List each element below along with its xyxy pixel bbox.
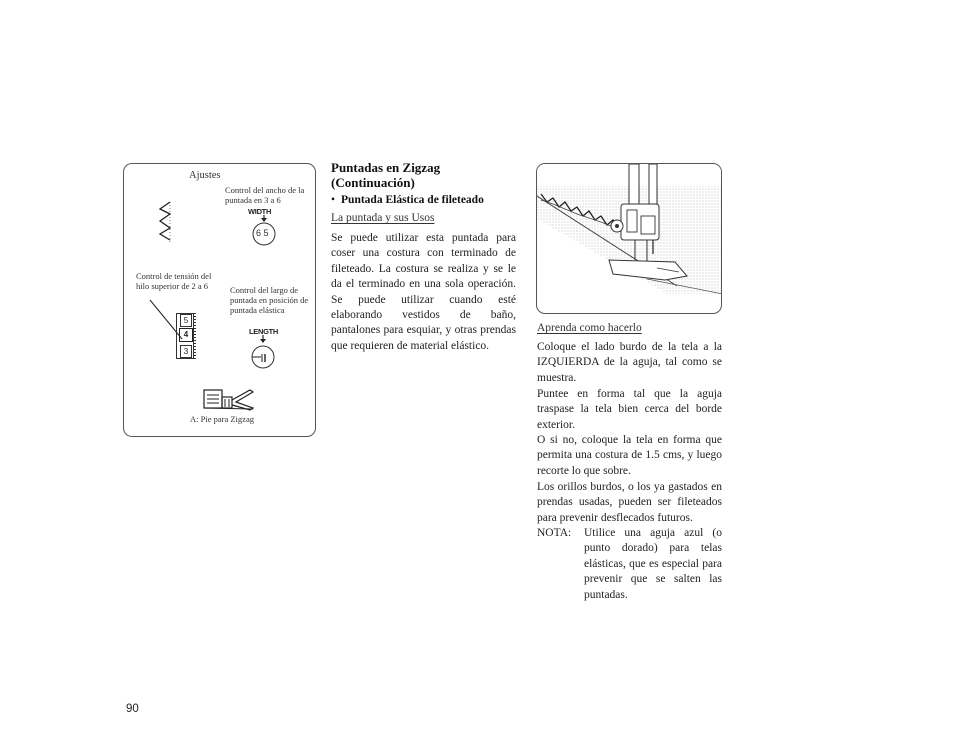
width-dial-value: 6 5	[256, 228, 269, 238]
sewing-machine-foot-illustration	[537, 164, 722, 314]
tension-control-label: Control de tensión del hilo superior de 2 a 6	[136, 271, 212, 291]
presser-foot-label: A: Pie para Zigzag	[190, 414, 254, 424]
title-line-1: Puntadas en Zigzag	[331, 160, 441, 175]
zigzag-stitch-icon	[156, 200, 176, 244]
settings-heading: Ajustes	[189, 170, 221, 181]
subtitle	[331, 194, 484, 206]
section-howto-heading: Aprenda como hacerlo	[537, 322, 642, 334]
howto-paragraph-3: O si no, coloque la tela en forma que permita una costura de 1.5 cms, y luego recorte lo que sobre.	[537, 434, 722, 477]
width-control-label: Control del ancho de la puntada en 3 a 6	[225, 185, 305, 205]
howto-paragraph-4: Los orillos burdos, o los ya gastados en prendas usadas, pueden ser fileteados para prevenir desflecados futuros.	[537, 481, 722, 524]
length-dial-icon	[250, 335, 280, 371]
howto-paragraph-1: Coloque el lado burdo de la tela a la IZQUIERDA de la aguja, tal como se muestra.	[537, 341, 722, 384]
bullet: •	[331, 194, 336, 206]
title-line-2: (Continuación)	[331, 175, 415, 190]
length-caption: LENGTH	[249, 327, 279, 336]
presser-foot-icon	[203, 388, 255, 412]
subtitle-text: Puntada Elástica de fileteado	[341, 194, 484, 206]
width-caption: WIDTH	[248, 207, 272, 216]
tension-number-5: 5	[180, 314, 192, 327]
note-label: NOTA:	[537, 527, 572, 539]
tension-number-4: 4	[179, 328, 193, 342]
tension-dial-ticks	[194, 313, 196, 359]
page-title	[331, 160, 521, 190]
section-uses-heading: La puntada y sus Usos	[331, 212, 435, 224]
sewing-illustration	[536, 163, 722, 314]
page-number: 90	[126, 703, 139, 715]
section-uses-text: Se puede utilizar esta puntada para coser una costura con terminado de fileteado. La costura se realiza y se le da el terminado en una sola operación. Se puede utilizar cuando esté elaborando vestidos de baño, pantalones para esquiar, y otras prendas que requieren de material elástico.	[331, 232, 516, 352]
tension-number-3: 3	[180, 345, 192, 358]
length-control-label: Control del largo de puntada en posición de puntada elástica	[230, 285, 309, 315]
howto-paragraph-2: Puntee en forma tal que la aguja traspase la tela bien cerca del borde exterior.	[537, 388, 722, 431]
note-text: Utilice una aguja azul (o punto dorado) para telas elásticas, que es especial para prevenir que se salten las puntadas.	[584, 527, 722, 601]
